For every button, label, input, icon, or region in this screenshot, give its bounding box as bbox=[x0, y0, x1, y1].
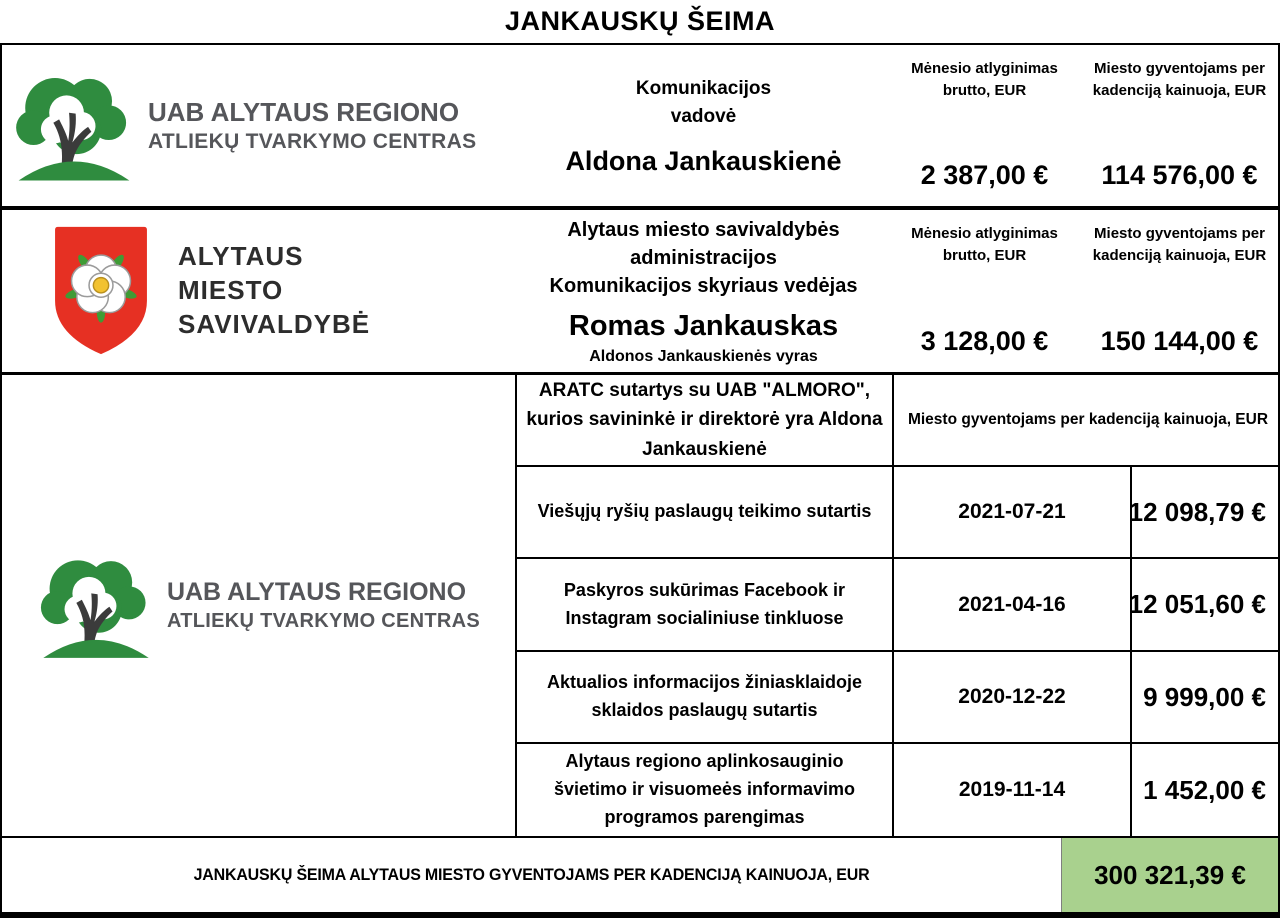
contract-row-desc: Alytaus regiono aplinkosauginio švietimo ir visuomeės informavimo programos parengimas bbox=[515, 742, 892, 836]
contract-row-date: 2021-07-21 bbox=[892, 465, 1130, 557]
contract-row-date: 2019-11-14 bbox=[892, 742, 1130, 836]
romas-name: Romas Jankauskas bbox=[568, 310, 839, 342]
salary-header: Mėnesio atlyginimas brutto, EUR bbox=[911, 225, 1058, 264]
city-name-line2: MIESTO bbox=[178, 275, 284, 306]
total-row bbox=[2, 838, 1278, 912]
aratc-logo-cell bbox=[2, 45, 515, 206]
total-value-cell: 300 321,39 € bbox=[1061, 838, 1278, 912]
table-frame bbox=[0, 45, 1280, 918]
contract-row-desc: Viešųjų ryšių paslaugų teikimo sutartis bbox=[515, 465, 892, 557]
city-name-line1: ALYTAUS bbox=[178, 241, 304, 272]
city-logo-cell bbox=[2, 210, 515, 372]
contracts-header-cost: Miesto gyventojams per kadenciją kainuoja, EUR bbox=[892, 375, 1280, 465]
contracts-section bbox=[2, 375, 1278, 838]
romas-salary-col bbox=[892, 210, 1077, 372]
city-coat-of-arms-icon bbox=[48, 224, 154, 358]
aldona-role-cell bbox=[515, 45, 892, 206]
romas-role-line1: Alytaus miesto savivaldybės bbox=[567, 219, 840, 241]
contract-row-date: 2020-12-22 bbox=[892, 650, 1130, 742]
romas-role-cell bbox=[515, 210, 892, 372]
row-romas bbox=[2, 210, 1278, 375]
aratc-logo-cell-2 bbox=[2, 375, 515, 836]
tree-logo-icon bbox=[12, 71, 136, 181]
contract-row-date: 2021-04-16 bbox=[892, 557, 1130, 649]
romas-cost-value: 150 144,00 € bbox=[1100, 326, 1259, 356]
row-aldona bbox=[2, 45, 1278, 210]
aratc-name: UAB ALYTAUS REGIONO ATLIEKŲ TVARKYMO CENTRAS bbox=[166, 578, 481, 632]
cost-header: Miesto gyventojams per kadenciją kainuoja, EUR bbox=[1092, 225, 1267, 264]
contracts-header-desc: ARATC sutartys su UAB "ALMORO", kurios savininkė ir direktorė yra Aldona Jankauskienė bbox=[515, 375, 892, 465]
total-label-cell bbox=[2, 838, 1061, 912]
city-name-line3: SAVIVALDYBĖ bbox=[178, 308, 371, 339]
page-title: JANKAUSKŲ ŠEIMA bbox=[504, 6, 776, 36]
aldona-role-line1: Komunikacijos bbox=[635, 77, 772, 99]
aldona-salary-value: 2 387,00 € bbox=[920, 160, 1049, 190]
aldona-cost-value: 114 576,00 € bbox=[1101, 160, 1258, 190]
contract-row-amount: 12 098,79 € bbox=[1130, 465, 1280, 557]
aratc-name-line1: UAB ALYTAUS REGIONO bbox=[148, 97, 460, 128]
romas-role-line3: Komunikacijos skyriaus vedėjas bbox=[549, 275, 858, 297]
romas-salary-value: 3 128,00 € bbox=[920, 326, 1049, 356]
contract-row-amount: 9 999,00 € bbox=[1130, 650, 1280, 742]
tree-logo-icon bbox=[37, 554, 155, 658]
aldona-role-line2: vadovė bbox=[670, 106, 737, 127]
aratc-name-line2: ATLIEKŲ TVARKYMO CENTRAS bbox=[148, 129, 477, 153]
contract-row-desc: Aktualios informacijos žiniasklaidoje sklaidos paslaugų sutartis bbox=[515, 650, 892, 742]
title-bar bbox=[0, 0, 1280, 45]
romas-cost-col bbox=[1077, 210, 1280, 372]
contract-row-desc: Paskyros sukūrimas Facebook ir Instagram socialiniuse tinkluose bbox=[515, 557, 892, 649]
cost-header: Miesto gyventojams per kadenciją kainuoja, EUR bbox=[1092, 60, 1267, 99]
total-label: JANKAUSKŲ ŠEIMA ALYTAUS MIESTO GYVENTOJAMS PER KADENCIJĄ KAINUOJA, EUR bbox=[193, 865, 870, 884]
salary-header: Mėnesio atlyginimas brutto, EUR bbox=[911, 60, 1058, 99]
aldona-name: Aldona Jankauskienė bbox=[565, 145, 842, 176]
romas-note: Aldonos Jankauskienės vyras bbox=[589, 348, 818, 365]
contract-row-amount: 12 051,60 € bbox=[1130, 557, 1280, 649]
aratc-name bbox=[148, 96, 476, 155]
contract-row-amount: 1 452,00 € bbox=[1130, 742, 1280, 836]
city-name bbox=[178, 240, 370, 341]
romas-role-line2: administracijos bbox=[630, 247, 777, 269]
aldona-cost-col bbox=[1077, 45, 1280, 206]
aldona-salary-col bbox=[892, 45, 1077, 206]
